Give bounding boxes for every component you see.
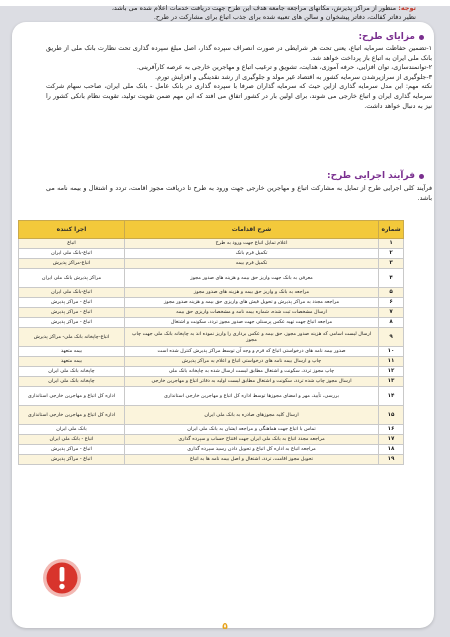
row-number: ۱۲ — [379, 367, 404, 377]
row-executor: بانک ملی ایران — [19, 425, 125, 435]
benefits-text — [46, 44, 432, 111]
note-text — [98, 4, 416, 22]
row-number: ۱۱ — [379, 357, 404, 367]
row-action: تحویل مجوز اقامت، تردد، اشتغال و اصل بیمه نامه ها به اتباع — [124, 455, 378, 465]
table-row — [19, 455, 404, 465]
table-row — [19, 367, 404, 377]
process-title-text: فرآیند اجرایی طرح: — [327, 171, 415, 181]
row-number: ۶ — [379, 298, 404, 308]
row-action: بررسی، تأیید، مهر و امضای مجوزها توسط اداره کل اتباع و مهاجرین خارجی استانداری — [124, 387, 378, 406]
table-row — [19, 435, 404, 445]
row-executor: اتباع - مراکز پذیرش — [19, 308, 125, 318]
table-row — [19, 377, 404, 387]
row-action: اعلام تمایل اتباع جهت ورود به طرح — [124, 239, 378, 249]
row-executor: اتباع - مراکز پذیرش — [19, 445, 125, 455]
table-body — [19, 239, 404, 465]
row-number: ۱۵ — [379, 406, 404, 425]
row-number: ۱۶ — [379, 425, 404, 435]
benefits-title — [358, 32, 424, 42]
row-executor: بیمه متعهد — [19, 357, 125, 367]
bullet-icon — [419, 35, 424, 40]
row-executor: بیمه متعهد — [19, 347, 125, 357]
row-number: ۴ — [379, 269, 404, 288]
benefit-3: ۳-جلوگیری از سرازیرشدن سرمایه کشور به اقتصاد غیر مولد و جلوگیری از رشد نقدینگی و افزایش تورم. — [155, 72, 432, 81]
row-executor: اتباع-چاپخانه بانک ملی- مراکز پذیرش — [19, 328, 125, 347]
row-action: مراجعه مجدد به مراکز پذیرش و تحویل فیش های واریزی حق بیمه و هزینه صدور مجوز — [124, 298, 378, 308]
table-row — [19, 347, 404, 357]
table-header-row — [19, 221, 404, 239]
table-row — [19, 249, 404, 259]
row-action: ارسال مشخصات ثبت شده، شماره بیمه نامه و مشخصات واریزی حق بیمه — [124, 308, 378, 318]
table-row — [19, 328, 404, 347]
row-action: مراجعه اتباع به اداره کل اتباع و تحویل دادن رسید سپرده گذاری — [124, 445, 378, 455]
row-number: ۲ — [379, 249, 404, 259]
row-action: تماس با اتباع جهت هماهنگی و مراجعه ایشان به بانک ملی ایران — [124, 425, 378, 435]
row-number: ۱۴ — [379, 387, 404, 406]
process-paragraph: فرآیند کلی اجرایی طرح از تمایل به مشارکت اتباع و مهاجرین خارجی جهت ورود به طرح تا دریافت مجوز اقامت، تردد و اشتغال و بیمه نامه می باشد. — [46, 184, 432, 202]
row-executor: اتباع — [19, 239, 125, 249]
table-row — [19, 259, 404, 269]
row-executor: اتباع-بانک ملی ایران — [19, 288, 125, 298]
row-action: ارسال لیست اسامی که هزینه صدور مجوز، حق بیمه و عکس برداری را واریز نموده اند به چاپخانه بانک ملی جهت چاپ مجوز — [124, 328, 378, 347]
table-row — [19, 387, 404, 406]
row-action: تکمیل فرم بانک — [124, 249, 378, 259]
row-action: چاپ مجوز تردد، سکونت و اشتغال مطابق لیست ارسال شده به چاپخانه بانک ملی — [124, 367, 378, 377]
row-action: ارسال مجوز چاپ شده تردد، سکونت و اشتغال مطابق لیست اولیه به دفاتر اتباع و مهاجرین خارجی — [124, 377, 378, 387]
row-number: ۱ — [379, 239, 404, 249]
row-action: ارسال کلیه مجوزهای صادره به بانک ملی ایران — [124, 406, 378, 425]
table-row — [19, 425, 404, 435]
row-executor: اداره کل اتباع و مهاجرین خارجی استانداری — [19, 387, 125, 406]
table-row — [19, 288, 404, 298]
page-number: ۵ — [222, 622, 228, 632]
row-number: ۳ — [379, 259, 404, 269]
row-executor: اتباع-بانک ملی ایران — [19, 249, 125, 259]
table-row — [19, 406, 404, 425]
row-number: ۱۳ — [379, 377, 404, 387]
process-text — [46, 184, 432, 203]
table-row — [19, 298, 404, 308]
row-number: ۸ — [379, 318, 404, 328]
row-action: چاپ و ارسال بیمه نامه های درخواستی اتباع و اعلام به مراکز پذیرش — [124, 357, 378, 367]
row-number: ۹ — [379, 328, 404, 347]
row-executor: اتباع - بانک ملی ایران — [19, 435, 125, 445]
table-row — [19, 357, 404, 367]
row-executor: اتباع - مراکز پذیرش — [19, 298, 125, 308]
row-number: ۵ — [379, 288, 404, 298]
row-executor: اتباع - مراکز پذیرش — [19, 318, 125, 328]
row-action: تکمیل فرم بیمه — [124, 259, 378, 269]
row-action: مراجعه به بانک و واریز حق بیمه و هزینه های صدور مجوز — [124, 288, 378, 298]
benefits-title-text: مزایای طرح: — [358, 32, 415, 42]
row-executor: اداره کل اتباع و مهاجرین خارجی استانداری — [19, 406, 125, 425]
row-number: ۷ — [379, 308, 404, 318]
note-label: توجه: — [398, 4, 416, 12]
header-number: شماره — [379, 221, 404, 239]
row-action: معرفی به بانک جهت واریز حق بیمه و هزینه های صدور مجوز — [124, 269, 378, 288]
steps-table — [18, 220, 404, 465]
row-action: مراجعه اتباع جهت تهیه عکس پرسنلی جهت صدور مجوز تردد، سکونت و اشتغال — [124, 318, 378, 328]
row-number: ۱۷ — [379, 435, 404, 445]
row-action: مراجعه مجدد اتباع به بانک ملی ایران جهت افتتاح حساب و سپرده گذاری — [124, 435, 378, 445]
warning-icon — [42, 558, 82, 598]
important-note: نکته مهم: این مدل سرمایه گذاری ازاین حیث که سرمایه گذاران صرفا با سپرده گذاری در بانک عامل - بانک ملی ایران، صاحب سهام شرکت سرمایه گذاری ایران و اتباع خارجی می شوند، برای اولین بار در کشور اتفاق می افتد که این مهم ضمن تقویت تولید، تقویت نظام بانکی کشور را نیز به دنبال خواهد داشت. — [46, 82, 432, 110]
row-number: ۱۰ — [379, 347, 404, 357]
header-action: شرح اقدامات — [124, 221, 378, 239]
row-number: ۱۸ — [379, 445, 404, 455]
row-executor: چاپخانه بانک ملی ایران — [19, 367, 125, 377]
table-row — [19, 308, 404, 318]
benefit-2: ۲-توانمندسازی، توان افزایی، حرفه آموزی، هدایت، تشویق و ترغیب اتباع و مهاجرین خارجی به عرصه کارآفرینی. — [136, 63, 432, 72]
row-executor: اتباع-مراکز پذیرش — [19, 259, 125, 269]
row-action: صدور بیمه نامه های درخواستی اتباع که فرم و وجه آن توسط مراکز پذیرش کنترل شده است — [124, 347, 378, 357]
process-title — [327, 171, 424, 181]
row-executor: اتباع - مراکز پذیرش — [19, 455, 125, 465]
row-number: ۱۹ — [379, 455, 404, 465]
note-body: منظور از مراکز پذیرش، مکانهای مراجعه جامعه هدف این طرح جهت دریافت خدمات اعلام شده می باشد، نظیر دفاتر کفالت، دفاتر پیشخوان و سالن های تعبیه شده برای جذب اتباع برای مشارکت در طرح. — [111, 4, 416, 22]
row-executor: چاپخانه بانک ملی ایران — [19, 377, 125, 387]
row-executor: مراکز پذیرش بانک ملی ایران — [19, 269, 125, 288]
header-executor: اجرا کننده — [19, 221, 125, 239]
bullet-icon — [419, 174, 424, 179]
note-box — [40, 555, 390, 599]
table-row — [19, 239, 404, 249]
table-row — [19, 445, 404, 455]
table-row — [19, 269, 404, 288]
table-row — [19, 318, 404, 328]
benefit-1: ۱-تضمین حفاظت سرمایه اتباع، یعنی تحت هر شرایطی در صورت انصراف سپرده گذار، اصل مبلغ سپرده گذاری تحت نظارت بانک ملی از طریق بانک ملی ایران به اتباع باز پرداخت خواهد شد. — [46, 44, 432, 62]
